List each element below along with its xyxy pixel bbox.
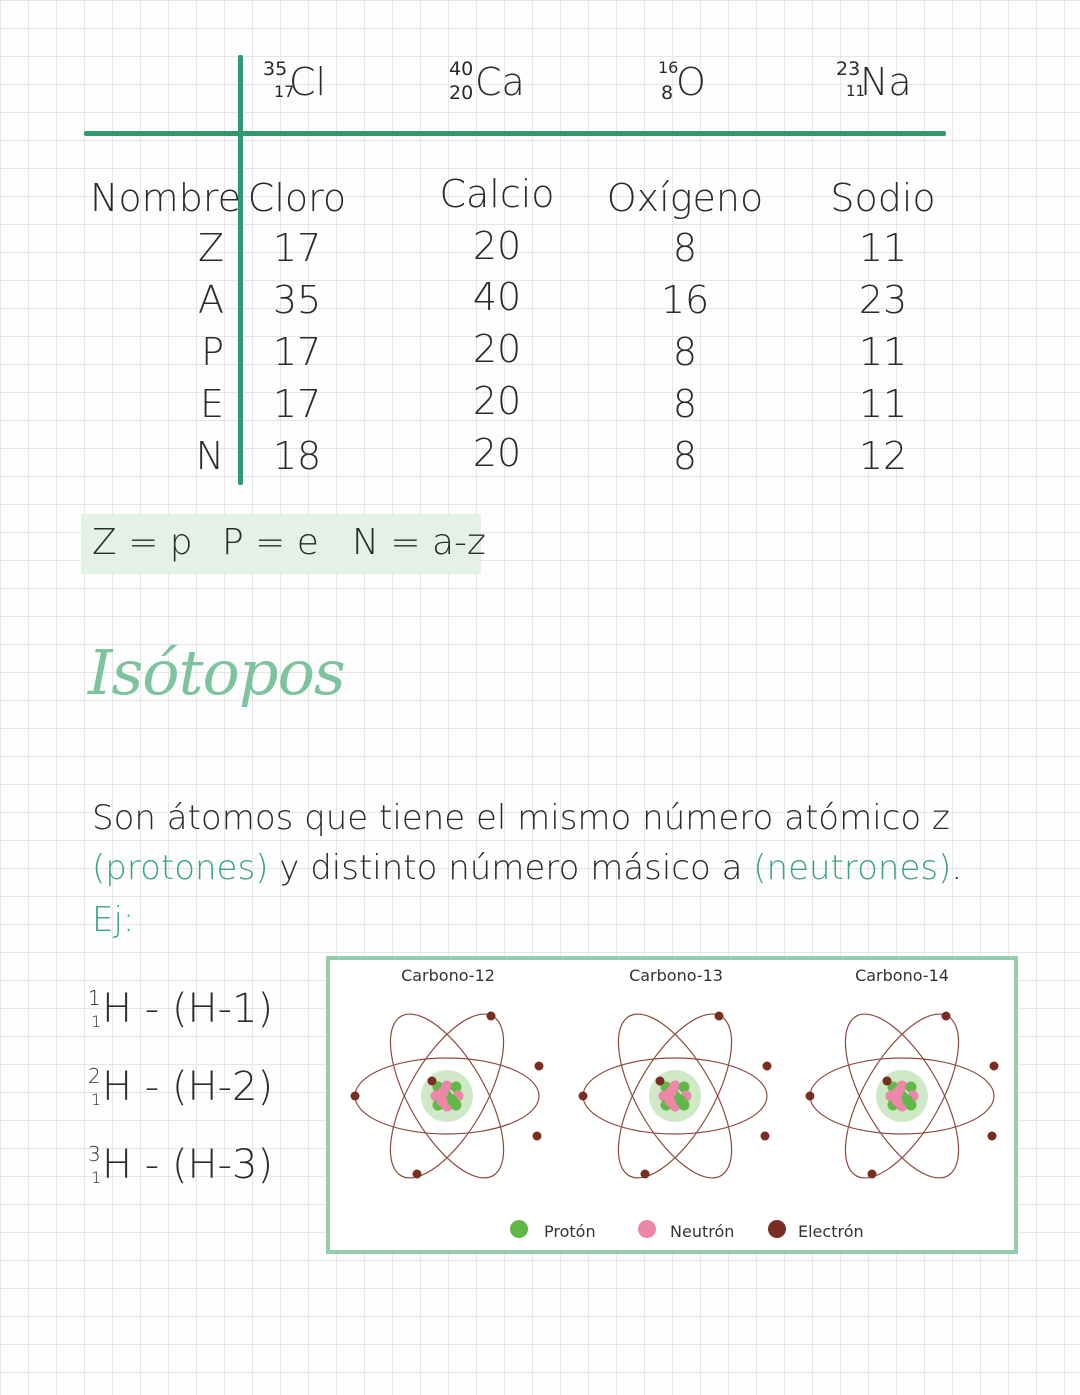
formula-n-az: N = a-z	[352, 522, 486, 563]
isotope-mass: 2	[88, 1064, 101, 1088]
row-label-e: E	[199, 382, 224, 426]
cell-calcio-e: 20	[472, 379, 522, 423]
electron	[656, 1077, 665, 1086]
cell-oxigeno-nombre: Oxígeno	[606, 176, 764, 220]
cell-cloro-e: 17	[272, 382, 322, 426]
cell-oxigeno-p: 8	[672, 330, 698, 374]
cell-sodio-nombre: Sodio	[830, 176, 936, 220]
row-label-a: A	[198, 278, 224, 322]
proton-legend-label: Protón	[544, 1222, 596, 1241]
electron	[763, 1062, 772, 1071]
cell-oxigeno-a: 16	[660, 278, 710, 322]
section-title: Isótopos	[88, 636, 345, 709]
isotope-text: H - (H-1)	[102, 986, 274, 1032]
electron-legend-dot	[768, 1220, 786, 1238]
formula-p-e: P = e	[222, 522, 319, 563]
label-carbono-13: Carbono-13	[629, 966, 723, 985]
neutron	[665, 1096, 676, 1107]
cell-calcio-nombre: Calcio	[439, 172, 555, 216]
atom-2	[579, 997, 772, 1194]
cell-cloro-p: 17	[272, 330, 322, 374]
cell-calcio-n: 20	[472, 431, 522, 475]
cell-sodio-a: 23	[858, 278, 908, 322]
atomic-number: 11	[846, 82, 866, 100]
isotope-text: H - (H-3)	[102, 1142, 274, 1188]
isotope-z: 1	[91, 1168, 102, 1187]
protones-term: (protones)	[92, 848, 269, 888]
electron	[428, 1077, 437, 1086]
neutrones-term: (neutrones)	[753, 848, 952, 888]
element-symbol: Cl	[289, 60, 327, 104]
definition-end: .	[951, 848, 963, 888]
cell-cloro-nombre: Cloro	[247, 176, 347, 220]
electron	[942, 1012, 951, 1021]
electron	[761, 1132, 770, 1141]
cell-sodio-e: 11	[858, 382, 908, 426]
proton-legend-dot	[510, 1220, 528, 1238]
cell-calcio-a: 40	[472, 275, 522, 319]
label-carbono-12: Carbono-12	[401, 966, 495, 985]
atom-3	[806, 997, 999, 1194]
table-header-rule	[84, 131, 946, 136]
atom-diagrams	[330, 986, 1014, 1236]
isotope-z: 1	[91, 1090, 102, 1109]
proton	[902, 1095, 913, 1106]
cell-calcio-p: 20	[472, 327, 522, 371]
atomic-number: 20	[449, 82, 474, 104]
electron	[413, 1170, 422, 1179]
electron	[351, 1092, 360, 1101]
atomic-number: 17	[274, 82, 295, 101]
example-label: Ej:	[92, 900, 135, 940]
atom-1	[351, 997, 544, 1194]
electron	[535, 1062, 544, 1071]
cell-oxigeno-n: 8	[672, 434, 698, 478]
neutron	[437, 1096, 448, 1107]
proton	[447, 1095, 458, 1106]
electron	[579, 1092, 588, 1101]
isotope-z: 1	[91, 1012, 102, 1031]
formula-z-p: Z = p	[92, 522, 193, 563]
element-symbol: Na	[860, 60, 912, 104]
mass-number: 35	[263, 58, 288, 80]
mass-number: 16	[658, 58, 679, 77]
neutron	[892, 1096, 903, 1107]
neutron-legend-label: Neutrón	[670, 1222, 735, 1241]
electron	[806, 1092, 815, 1101]
mass-number: 40	[449, 58, 474, 80]
isotope-mass: 1	[88, 986, 101, 1010]
electron-legend-label: Electrón	[798, 1222, 864, 1241]
isotope-mass: 3	[88, 1142, 101, 1166]
cell-sodio-n: 12	[858, 434, 908, 478]
electron	[533, 1132, 542, 1141]
cell-sodio-p: 11	[858, 330, 908, 374]
carbon-isotopes-figure	[326, 956, 1018, 1254]
mass-number: 23	[836, 58, 861, 80]
electron	[487, 1012, 496, 1021]
proton	[675, 1095, 686, 1106]
isotope-text: H - (H-2)	[102, 1064, 274, 1110]
label-carbono-14: Carbono-14	[855, 966, 949, 985]
cell-sodio-z: 11	[858, 226, 908, 270]
row-label-p: P	[201, 330, 224, 374]
row-label-n: N	[195, 434, 224, 478]
element-symbol: Ca	[475, 60, 525, 104]
cell-cloro-n: 18	[272, 434, 322, 478]
electron	[641, 1170, 650, 1179]
row-label-z: Z	[197, 226, 224, 270]
definition-line-1: Son átomos que tiene el mismo número atómico z	[92, 798, 950, 838]
cell-oxigeno-e: 8	[672, 382, 698, 426]
cell-calcio-z: 20	[472, 224, 522, 268]
electron	[988, 1132, 997, 1141]
definition-mid: y distinto número másico a	[268, 848, 754, 888]
cell-cloro-z: 17	[272, 226, 322, 270]
element-symbol: O	[676, 60, 706, 104]
cell-cloro-a: 35	[272, 278, 322, 322]
electron	[715, 1012, 724, 1021]
electron	[990, 1062, 999, 1071]
row-label-nombre: Nombre	[90, 176, 241, 220]
atomic-number: 8	[661, 82, 674, 104]
electron	[883, 1077, 892, 1086]
electron	[868, 1170, 877, 1179]
cell-oxigeno-z: 8	[672, 226, 698, 270]
definition-line-2	[92, 848, 962, 888]
neutron-legend-dot	[638, 1220, 656, 1238]
